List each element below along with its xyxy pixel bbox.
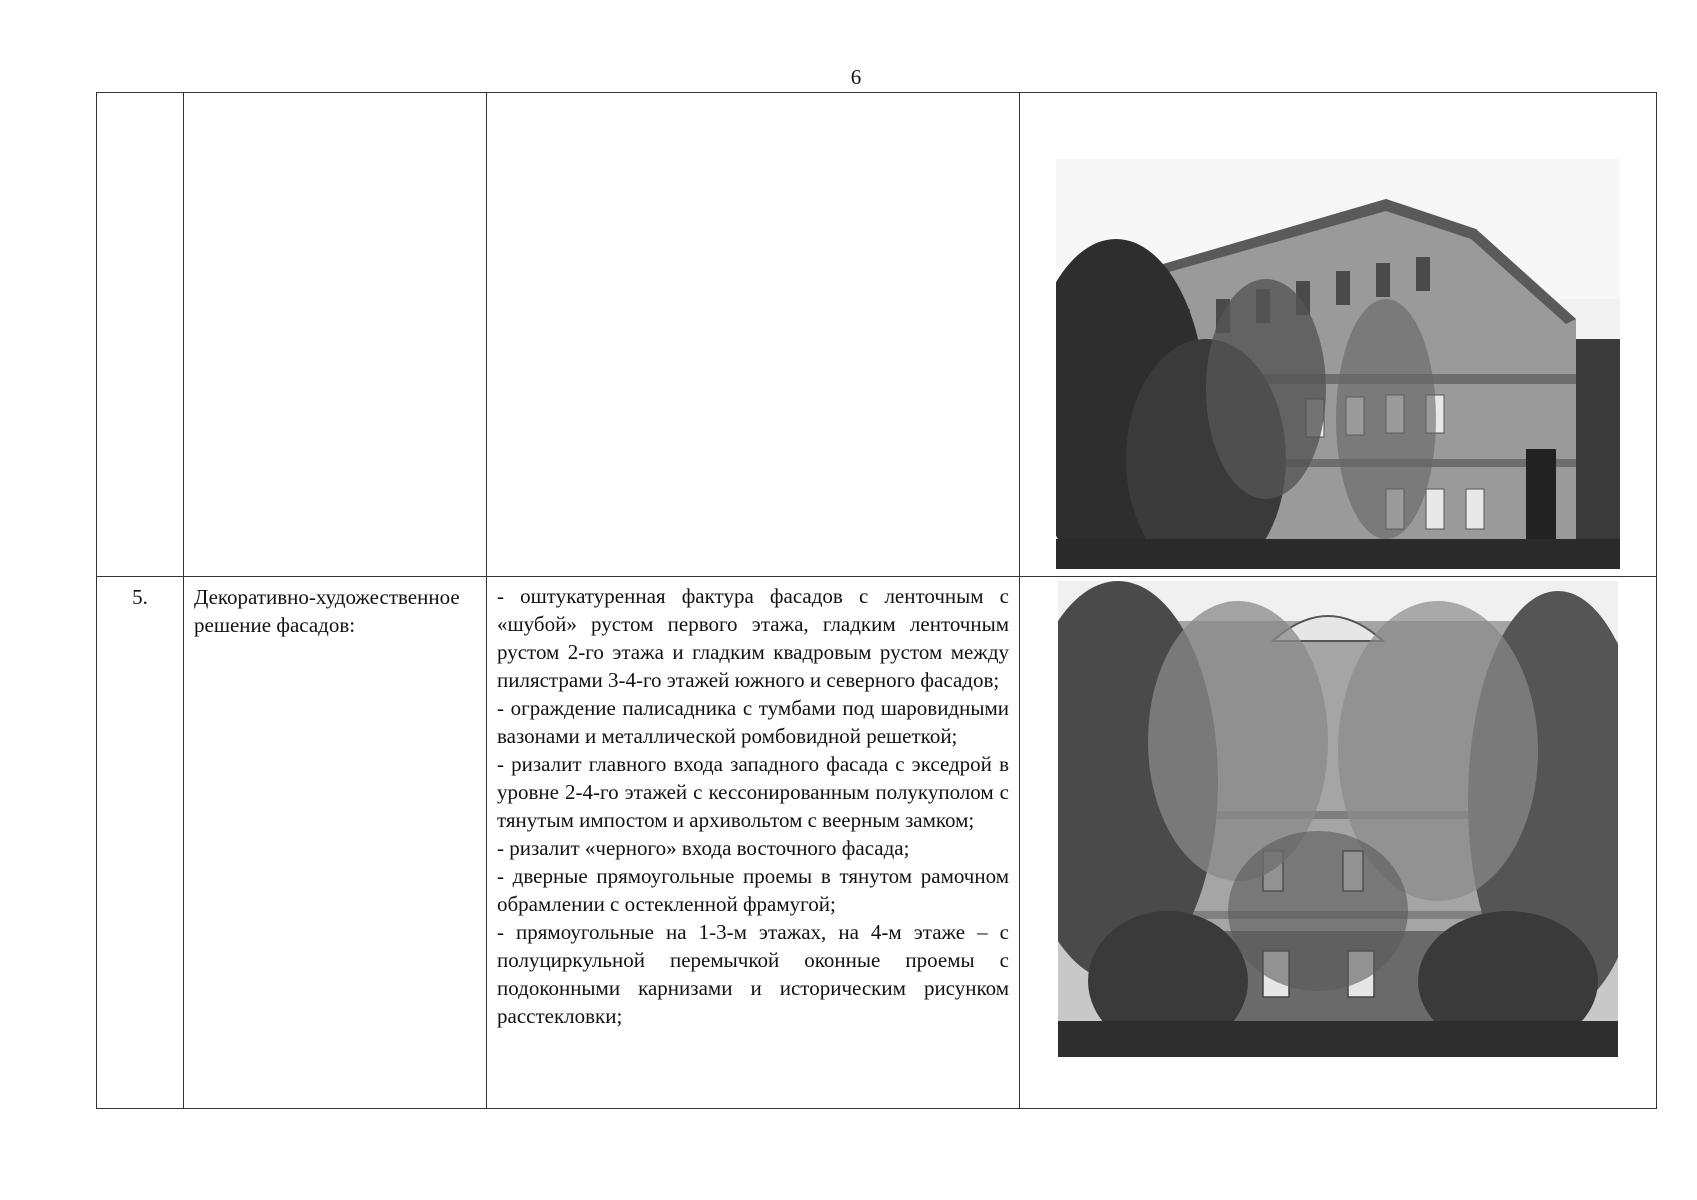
row-title: Декоративно-художественное решение фасадов: xyxy=(184,577,487,1109)
table-row xyxy=(97,577,1657,1109)
cell-description-empty xyxy=(487,93,1020,577)
cell-title-empty xyxy=(184,93,487,577)
description-item: - оштукатуренная фактура фасадов с ленточным с «шубой» рустом первого этажа, гладким ленточным рустом 2-го этажа и гладким квадровым рустом между пилястрами 3-4-го этажей южного и северного фасадов; xyxy=(497,584,1009,692)
building-photo-1 xyxy=(1056,159,1620,569)
cell-photo-2 xyxy=(1020,577,1657,1109)
description-item: - ограждение палисадника с тумбами под шаровидными вазонами и металлической ромбовидной решеткой; xyxy=(497,696,1009,748)
table-row-continuation xyxy=(97,93,1657,577)
row-number: 5. xyxy=(97,577,184,1109)
page-number: 6 xyxy=(850,65,862,89)
building-photo-2 xyxy=(1058,581,1618,1057)
cell-number-empty xyxy=(97,93,184,577)
description-item: - прямоугольные на 1-3-м этажах, на 4-м этаже – с полуциркульной перемычкой оконные проемы с подоконными карнизами и историческим рисунком расстекловки; xyxy=(497,920,1009,1028)
description-item: - дверные прямоугольные проемы в тянутом рамочном обрамлении с остекленной фрамугой; xyxy=(497,864,1009,916)
row-description xyxy=(487,577,1020,1109)
facade-table xyxy=(96,92,1657,1109)
description-item: - ризалит «черного» входа восточного фасада; xyxy=(497,836,910,860)
cell-photo-1 xyxy=(1020,93,1657,577)
description-item: - ризалит главного входа западного фасада с экседрой в уровне 2-4-го этажей с кессонированным полукуполом с тянутым импостом и архивольтом с веерным замком; xyxy=(497,752,1009,832)
